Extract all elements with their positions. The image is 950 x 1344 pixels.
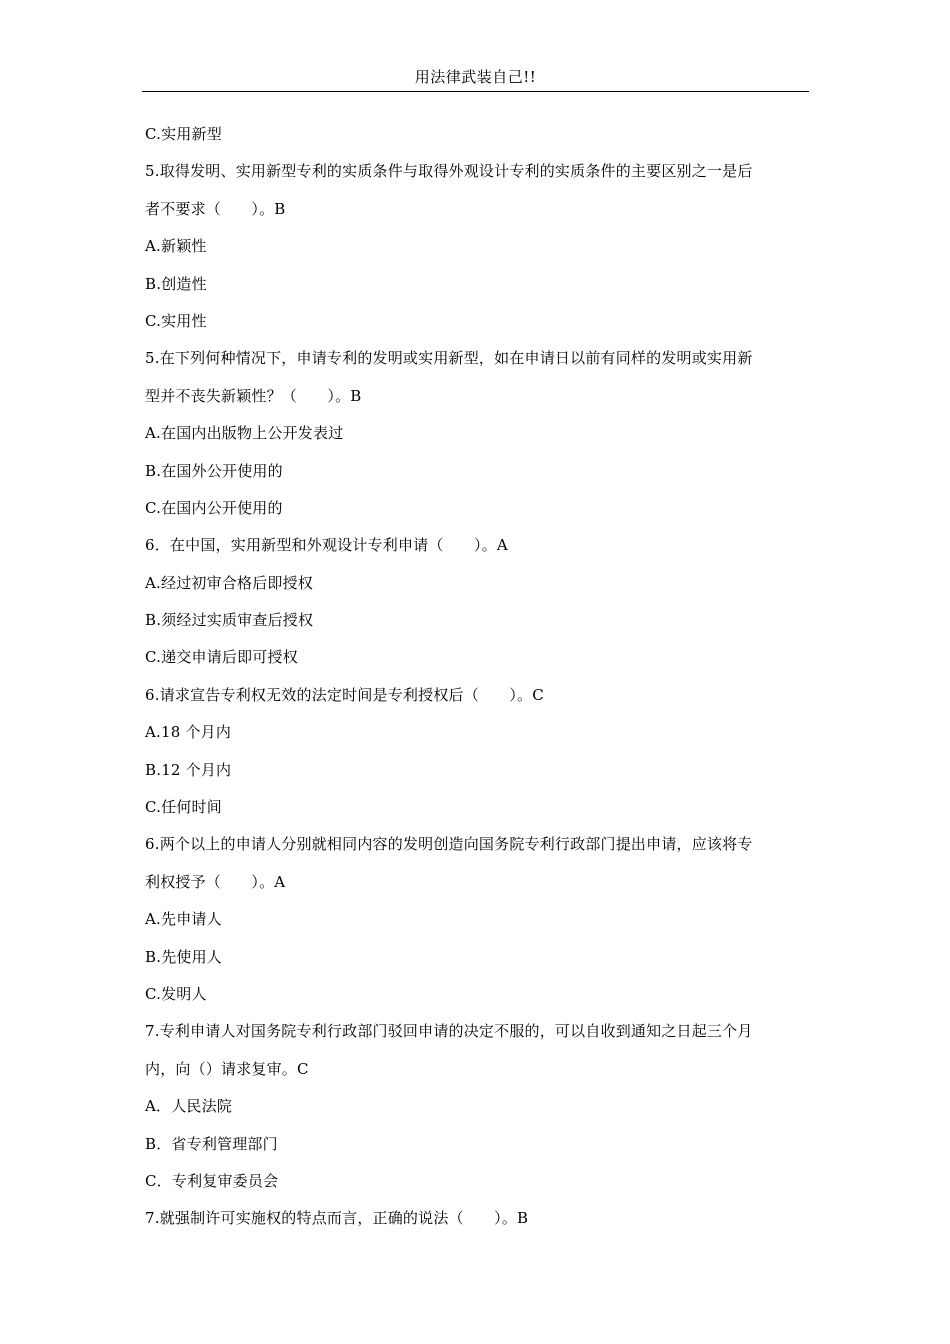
page-header-title: 用法律武装自己!! xyxy=(414,68,537,86)
question-text: 6.请求宣告专利权无效的法定时间是专利授权后（ ）。C xyxy=(145,685,544,704)
question-text: 6．在中国，实用新型和外观设计专利申请（ ）。A xyxy=(145,536,508,555)
question-text: 者不要求（ ）。B xyxy=(145,199,286,218)
answer-option: C.递交申请后即可授权 xyxy=(145,648,298,667)
answer-option: A．人民法院 xyxy=(145,1097,233,1116)
question-text: 7.就强制许可实施权的特点而言，正确的说法（ ）。B xyxy=(145,1209,529,1228)
answer-option: A.新颖性 xyxy=(145,237,207,256)
question-text: 5.在下列何种情况下，申请专利的发明或实用新型，如在申请日以前有同样的发明或实用新 xyxy=(145,349,753,368)
answer-option: B.12 个月内 xyxy=(145,760,232,779)
question-text: 7.专利申请人对国务院专利行政部门驳回申请的决定不服的，可以自收到通知之日起三个月 xyxy=(145,1022,753,1041)
question-text: 内，向（）请求复审。C xyxy=(145,1059,309,1078)
question-text: 型并不丧失新颖性？（ ）。B xyxy=(145,386,362,405)
answer-option: A.经过初审合格后即授权 xyxy=(145,573,314,592)
answer-option: C．专利复审委员会 xyxy=(145,1171,279,1190)
question-text: 利权授予（ ）。A xyxy=(145,872,286,891)
answer-option: A.在国内出版物上公开发表过 xyxy=(145,424,344,443)
answer-option: C.任何时间 xyxy=(145,798,222,817)
text-line: C.实用新型 xyxy=(145,125,222,143)
answer-option: C.发明人 xyxy=(145,984,207,1003)
header-divider xyxy=(142,91,809,92)
answer-option: C.实用性 xyxy=(145,311,207,330)
answer-option: B.创造性 xyxy=(145,274,207,293)
answer-option: A.18 个月内 xyxy=(145,723,232,742)
answer-option: B．省专利管理部门 xyxy=(145,1134,278,1153)
document-body xyxy=(145,116,809,1238)
question-text: 6.两个以上的申请人分别就相同内容的发明创造向国务院专利行政部门提出申请，应该将专 xyxy=(145,835,753,854)
answer-option: B.在国外公开使用的 xyxy=(145,461,283,480)
answer-option: B.先使用人 xyxy=(145,947,222,966)
answer-option: C.在国内公开使用的 xyxy=(145,498,283,517)
answer-option: A.先申请人 xyxy=(145,910,222,929)
answer-option: B.须经过实质审查后授权 xyxy=(145,611,314,630)
question-text: 5.取得发明、实用新型专利的实质条件与取得外观设计专利的实质条件的主要区别之一是后 xyxy=(145,162,753,181)
